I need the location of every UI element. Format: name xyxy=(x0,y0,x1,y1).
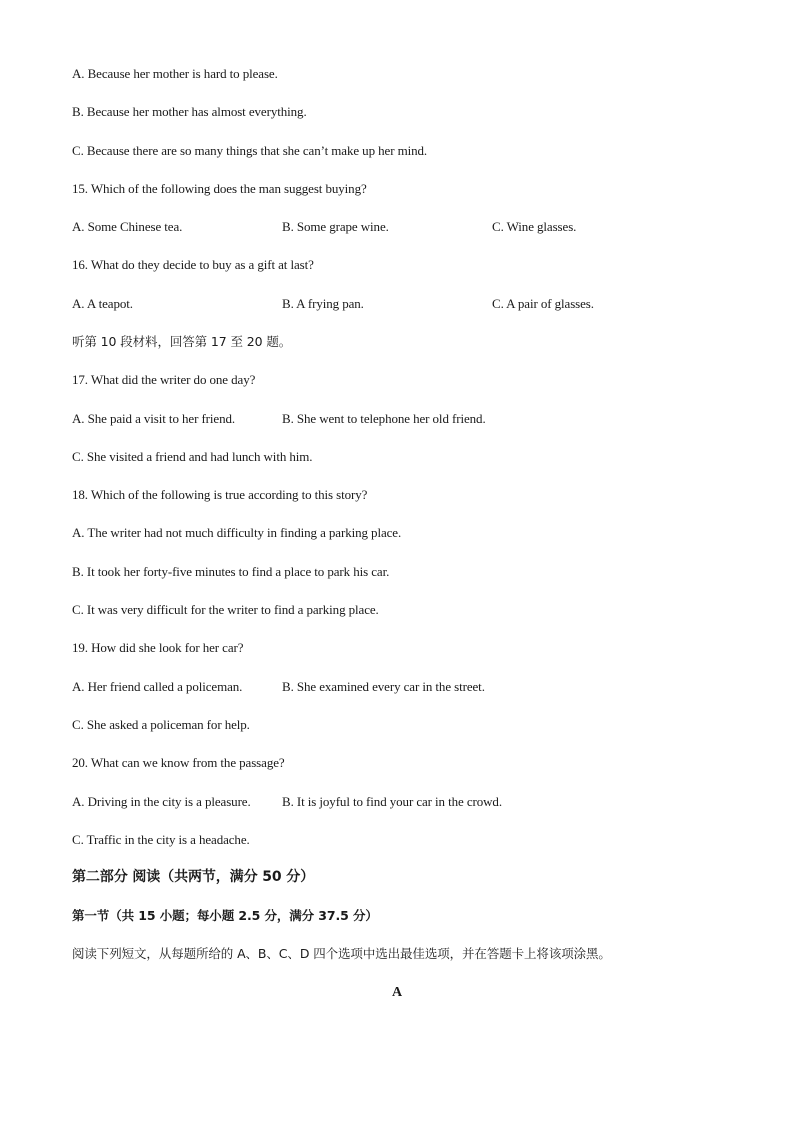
q19-option-a: A. Her friend called a policeman. xyxy=(72,679,243,694)
q15-option-b: B. Some grape wine. xyxy=(282,219,389,234)
q16-option-a: A. A teapot. xyxy=(72,296,133,311)
section10-instruction: 听第 10 段材料，回答第 17 至 20 题。 xyxy=(72,334,292,349)
passage-label: A xyxy=(391,985,403,1000)
section1-heading: 第一节（共 15 小题；每小题 2.5 分，满分 37.5 分） xyxy=(72,908,378,923)
q18-option-b: B. It took her forty-five minutes to find a place to park his car. xyxy=(72,564,390,579)
q20-option-a: A. Driving in the city is a pleasure. xyxy=(72,794,251,809)
q14-option-a: A. Because her mother is hard to please. xyxy=(72,66,278,81)
q16-option-b: B. A frying pan. xyxy=(282,296,364,311)
q20-option-b: B. It is joyful to find your car in the crowd. xyxy=(282,794,502,809)
q16-question: 16. What do they decide to buy as a gift at last? xyxy=(72,257,314,272)
q14-option-c: C. Because there are so many things that she can’t make up her mind. xyxy=(72,143,428,158)
q18-question: 18. Which of the following is true according to this story? xyxy=(72,487,368,502)
part2-heading: 第二部分 阅读（共两节，满分 50 分） xyxy=(72,869,315,885)
q15-question: 15. Which of the following does the man suggest buying? xyxy=(72,181,367,196)
q19-question: 19. How did she look for her car? xyxy=(72,640,244,655)
q17-option-c: C. She visited a friend and had lunch with him. xyxy=(72,449,313,464)
q17-option-a: A. She paid a visit to her friend. xyxy=(72,411,236,426)
q18-option-c: C. It was very difficult for the writer to find a parking place. xyxy=(72,602,379,617)
q14-option-b: B. Because her mother has almost everything. xyxy=(72,104,307,119)
q20-question: 20. What can we know from the passage? xyxy=(72,755,285,770)
q19-option-b: B. She examined every car in the street. xyxy=(282,679,485,694)
q17-question: 17. What did the writer do one day? xyxy=(72,372,256,387)
q19-option-c: C. She asked a policeman for help. xyxy=(72,717,250,732)
q15-option-c: C. Wine glasses. xyxy=(492,219,577,234)
q18-option-a: A. The writer had not much difficulty in finding a parking place. xyxy=(72,525,402,540)
q20-option-c: C. Traffic in the city is a headache. xyxy=(72,832,250,847)
q17-option-b: B. She went to telephone her old friend. xyxy=(282,411,486,426)
q15-option-a: A. Some Chinese tea. xyxy=(72,219,183,234)
reading-instruction: 阅读下列短文，从每题所给的 A、B、C、D 四个选项中选出最佳选项，并在答题卡上将该项涂黑。 xyxy=(72,946,611,961)
q16-option-c: C. A pair of glasses. xyxy=(492,296,594,311)
